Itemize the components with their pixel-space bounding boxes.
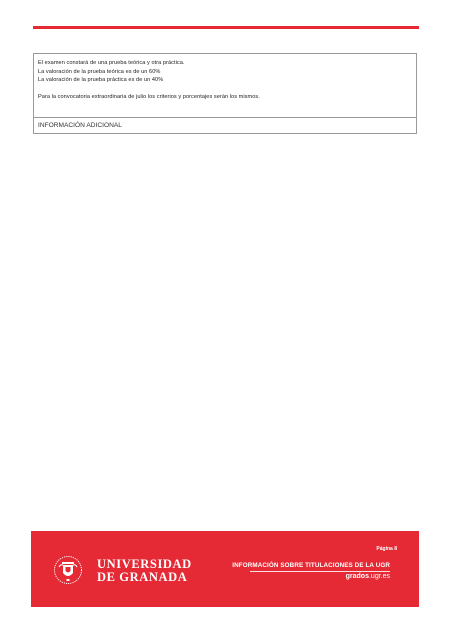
site-link-rest: .ugr.es xyxy=(368,573,390,580)
additional-info-heading-box xyxy=(33,117,417,134)
page-number: Página 8 xyxy=(376,546,397,552)
footer-divider xyxy=(250,571,390,572)
info-title: INFORMACIÓN SOBRE TITULACIONES DE LA UGR xyxy=(232,562,390,569)
university-name-line2: DE GRANADA xyxy=(97,570,188,584)
paragraph-extraordinary: Para la convocatoria extraordinaria de julio los criterios y porcentajes serán los mismos. xyxy=(38,93,260,100)
footer-banner xyxy=(31,531,419,607)
university-name-line1: UNIVERSIDAD xyxy=(97,557,192,571)
evaluation-text-box xyxy=(33,53,417,117)
paragraph-exam: El examen constará de una prueba teórica y otra práctica. xyxy=(38,60,185,66)
site-link-bold: grados xyxy=(345,573,369,580)
university-name xyxy=(97,558,192,584)
university-crest-icon xyxy=(53,553,83,587)
section-heading: INFORMACIÓN ADICIONAL xyxy=(38,122,122,129)
paragraph-practice-weight: La valoración de la prueba práctica es de un 40% xyxy=(38,77,164,84)
site-link[interactable] xyxy=(346,573,390,580)
top-rule xyxy=(33,26,419,29)
paragraph-theory-weight: La valoración de la prueba teórica es de un 60% xyxy=(38,68,161,75)
